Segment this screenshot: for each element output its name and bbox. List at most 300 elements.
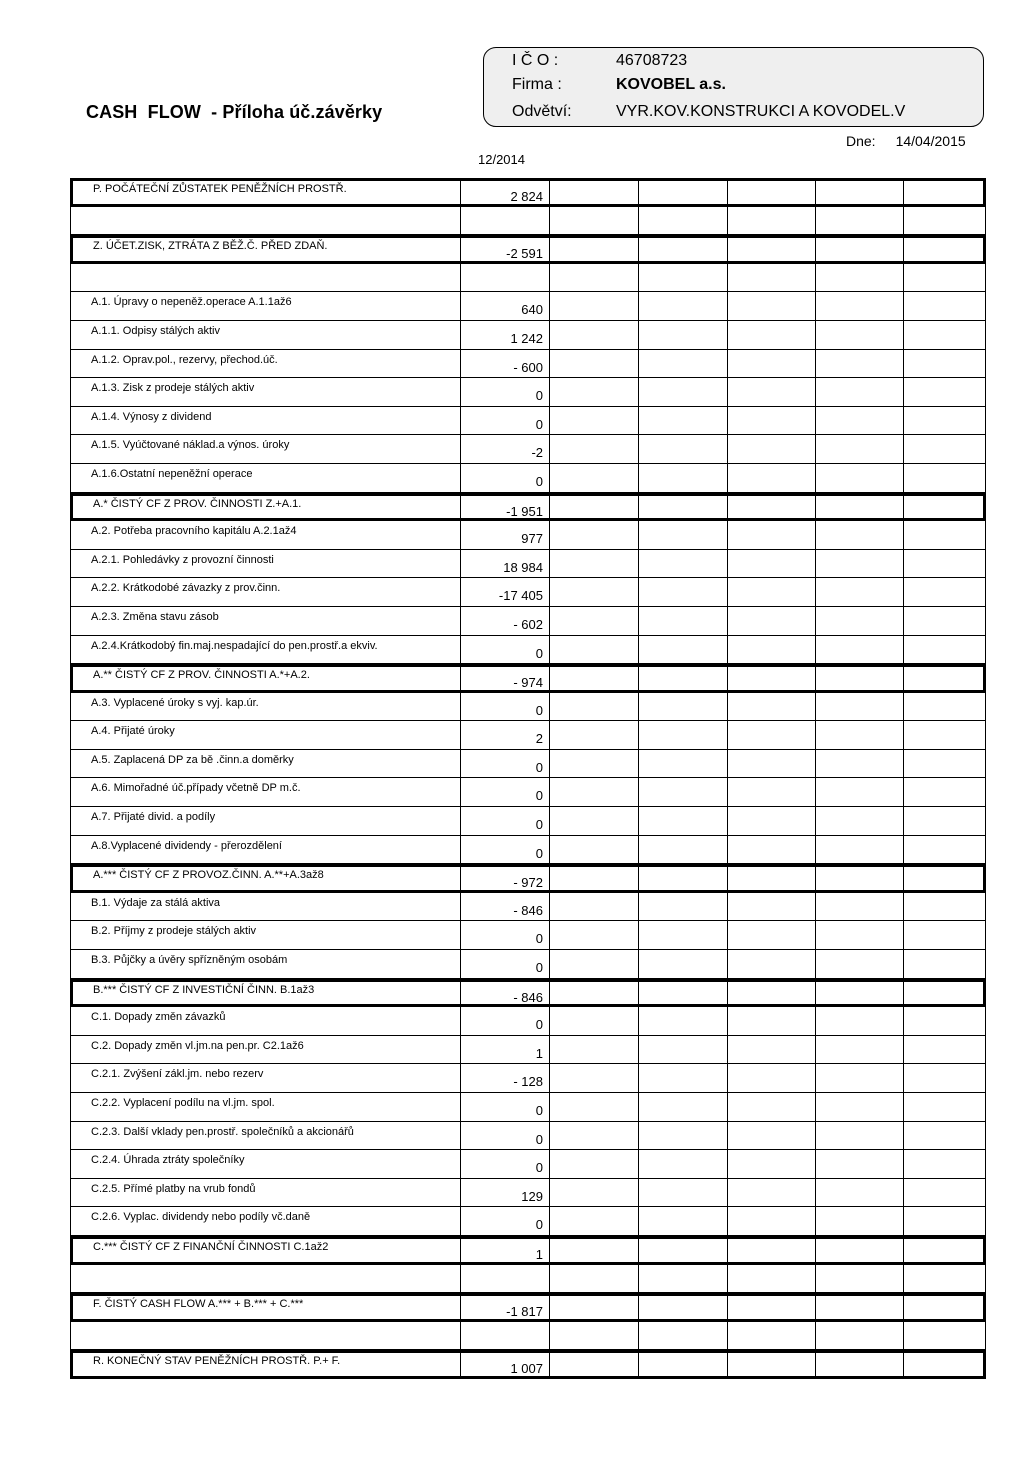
- empty-cell: [727, 292, 815, 320]
- row-value: 1 242: [460, 321, 549, 349]
- odvetvi-value: VYR.KOV.KONSTRUKCI A KOVODEL.V: [616, 103, 906, 120]
- empty-cell: [638, 464, 727, 492]
- empty-cell: [727, 496, 815, 519]
- row-label: A.*** ČISTÝ CF Z PROVOZ.ČINN. A.**+A.3až8: [93, 869, 324, 882]
- empty-cell: [727, 1007, 815, 1035]
- empty-cell: [815, 778, 903, 806]
- empty-cell: [727, 1239, 815, 1262]
- empty-cell: [727, 950, 815, 978]
- empty-cell: [903, 1036, 986, 1064]
- empty-cell: [638, 1296, 727, 1319]
- empty-cell: [903, 982, 983, 1005]
- empty-cell: [727, 181, 815, 204]
- row-value: - 128: [460, 1064, 549, 1092]
- empty-cell: [815, 1296, 903, 1319]
- table-row: [70, 921, 986, 950]
- table-row: [70, 750, 986, 779]
- row-label: [70, 207, 460, 235]
- empty-cell: [727, 378, 815, 406]
- empty-cell: [549, 1093, 638, 1121]
- table-row-empty: [70, 1265, 986, 1294]
- empty-cell: [638, 1353, 727, 1376]
- empty-cell: [549, 550, 638, 578]
- row-label: C.2.4. Úhrada ztráty společníky: [70, 1150, 460, 1178]
- row-value: - 974: [460, 667, 549, 690]
- empty-cell: [903, 1353, 983, 1376]
- empty-cell: [903, 321, 986, 349]
- empty-cell: [638, 1179, 727, 1207]
- empty-cell: [638, 667, 727, 690]
- row-label: [70, 1322, 460, 1350]
- table-row: [70, 950, 986, 979]
- row-label: A.1.4. Výnosy z dividend: [70, 407, 460, 435]
- row-value: 0: [460, 807, 549, 835]
- empty-cell: [903, 1064, 986, 1092]
- empty-cell: [549, 667, 638, 690]
- row-label: C.2. Dopady změn vl.jm.na pen.pr. C2.1až6: [70, 1036, 460, 1064]
- row-label: A.2.3. Změna stavu zásob: [70, 607, 460, 635]
- table-row: [70, 778, 986, 807]
- empty-cell: [815, 1036, 903, 1064]
- empty-cell: [638, 836, 727, 864]
- empty-cell: [638, 378, 727, 406]
- row-value: 1: [460, 1036, 549, 1064]
- empty-cell: [549, 435, 638, 463]
- empty-cell: [727, 1353, 815, 1376]
- empty-cell: [638, 1150, 727, 1178]
- empty-cell: [903, 867, 983, 890]
- empty-cell: [727, 636, 815, 664]
- empty-cell: [903, 836, 986, 864]
- empty-cell: [638, 350, 727, 378]
- empty-cell: [903, 721, 986, 749]
- table-row: [70, 464, 986, 493]
- table-row-total: [70, 235, 986, 264]
- empty-cell: [727, 1036, 815, 1064]
- empty-cell: [638, 292, 727, 320]
- row-value: 0: [460, 693, 549, 721]
- odvetvi-label: Odvětví:: [512, 103, 572, 120]
- empty-cell: [638, 435, 727, 463]
- empty-cell: [638, 1036, 727, 1064]
- row-value: 0: [460, 950, 549, 978]
- row-value: 0: [460, 1007, 549, 1035]
- empty-cell: [815, 836, 903, 864]
- empty-cell: [549, 578, 638, 606]
- table-row-total: [70, 864, 986, 893]
- empty-cell: [903, 378, 986, 406]
- empty-cell: [815, 893, 903, 921]
- empty-cell: [638, 1093, 727, 1121]
- empty-cell: [903, 1239, 983, 1262]
- row-label: C.2.6. Vyplac. dividendy nebo podíly vč.daně: [70, 1207, 460, 1235]
- table-row: [70, 721, 986, 750]
- table-row-total: [70, 1236, 986, 1265]
- table-row-empty: [70, 264, 986, 293]
- table-row-empty: [70, 207, 986, 236]
- row-value: [460, 1265, 549, 1293]
- empty-cell: [903, 1093, 986, 1121]
- row-label: C.2.1. Zvýšení zákl.jm. nebo rezerv: [70, 1064, 460, 1092]
- empty-cell: [549, 1150, 638, 1178]
- row-label: A.1.3. Zisk z prodeje stálých aktiv: [70, 378, 460, 406]
- empty-cell: [638, 496, 727, 519]
- row-value: 0: [460, 921, 549, 949]
- table-row: [70, 893, 986, 922]
- row-value: 977: [460, 521, 549, 549]
- row-label: C.2.5. Přímé platby na vrub fondů: [70, 1179, 460, 1207]
- empty-cell: [815, 667, 903, 690]
- empty-cell: [903, 407, 986, 435]
- table-row: [70, 407, 986, 436]
- row-value: - 602: [460, 607, 549, 635]
- row-label: A.2.4.Krátkodobý fin.maj.nespadající do pen.prostř.a ekviv.: [70, 636, 460, 664]
- empty-cell: [638, 807, 727, 835]
- empty-cell: [815, 464, 903, 492]
- row-value: -1 817: [460, 1296, 549, 1319]
- table-row: [70, 807, 986, 836]
- table-row: [70, 1122, 986, 1151]
- ico-value: 46708723: [616, 52, 688, 69]
- empty-cell: [903, 464, 986, 492]
- empty-cell: [727, 464, 815, 492]
- row-label: A.4. Přijaté úroky: [70, 721, 460, 749]
- empty-cell: [638, 1207, 727, 1235]
- empty-cell: [549, 867, 638, 890]
- empty-cell: [727, 435, 815, 463]
- empty-cell: [727, 238, 815, 261]
- empty-cell: [815, 1093, 903, 1121]
- empty-cell: [549, 1036, 638, 1064]
- empty-cell: [903, 350, 986, 378]
- empty-cell: [638, 1007, 727, 1035]
- empty-cell: [727, 607, 815, 635]
- empty-cell: [549, 378, 638, 406]
- empty-cell: [727, 693, 815, 721]
- empty-cell: [727, 521, 815, 549]
- empty-cell: [815, 1239, 903, 1262]
- empty-cell: [903, 778, 986, 806]
- empty-cell: [638, 750, 727, 778]
- empty-cell: [903, 181, 983, 204]
- empty-cell: [638, 982, 727, 1005]
- empty-cell: [638, 778, 727, 806]
- row-label: [70, 1265, 460, 1293]
- empty-cell: [903, 264, 986, 292]
- empty-cell: [727, 1150, 815, 1178]
- row-value: 18 984: [460, 550, 549, 578]
- empty-cell: [815, 1122, 903, 1150]
- empty-cell: [638, 867, 727, 890]
- empty-cell: [549, 350, 638, 378]
- empty-cell: [549, 1353, 638, 1376]
- empty-cell: [903, 1122, 986, 1150]
- company-info-box: [483, 47, 984, 127]
- table-row-total: [70, 979, 986, 1008]
- row-value: [460, 264, 549, 292]
- empty-cell: [549, 1207, 638, 1235]
- empty-cell: [815, 350, 903, 378]
- table-row: [70, 1036, 986, 1065]
- table-row: [70, 292, 986, 321]
- empty-cell: [903, 1265, 986, 1293]
- empty-cell: [549, 778, 638, 806]
- empty-cell: [903, 1179, 986, 1207]
- row-label: A.5. Zaplacená DP za bě .činn.a doměrky: [70, 750, 460, 778]
- row-value: [460, 207, 549, 235]
- row-value: 1 007: [460, 1353, 549, 1376]
- empty-cell: [638, 550, 727, 578]
- empty-cell: [549, 521, 638, 549]
- empty-cell: [638, 1239, 727, 1262]
- empty-cell: [727, 1322, 815, 1350]
- empty-cell: [727, 1179, 815, 1207]
- empty-cell: [727, 1064, 815, 1092]
- row-value: 0: [460, 778, 549, 806]
- empty-cell: [815, 496, 903, 519]
- empty-cell: [549, 1122, 638, 1150]
- empty-cell: [903, 667, 983, 690]
- empty-cell: [549, 464, 638, 492]
- table-row: [70, 607, 986, 636]
- empty-cell: [727, 550, 815, 578]
- empty-cell: [727, 667, 815, 690]
- empty-cell: [815, 1322, 903, 1350]
- row-label: B.1. Výdaje za stálá aktiva: [70, 893, 460, 921]
- row-value: [460, 1322, 549, 1350]
- row-label: A.1.6.Ostatní nepeněžní operace: [70, 464, 460, 492]
- empty-cell: [903, 807, 986, 835]
- empty-cell: [727, 1093, 815, 1121]
- empty-cell: [903, 693, 986, 721]
- empty-cell: [903, 921, 986, 949]
- table-row: [70, 693, 986, 722]
- row-value: 0: [460, 750, 549, 778]
- table-row: [70, 1007, 986, 1036]
- empty-cell: [727, 207, 815, 235]
- empty-cell: [727, 407, 815, 435]
- empty-cell: [638, 407, 727, 435]
- empty-cell: [815, 521, 903, 549]
- empty-cell: [815, 921, 903, 949]
- row-value: 640: [460, 292, 549, 320]
- empty-cell: [815, 292, 903, 320]
- table-row: [70, 578, 986, 607]
- empty-cell: [727, 836, 815, 864]
- empty-cell: [727, 921, 815, 949]
- empty-cell: [903, 636, 986, 664]
- empty-cell: [549, 607, 638, 635]
- empty-cell: [903, 578, 986, 606]
- empty-cell: [903, 1150, 986, 1178]
- empty-cell: [549, 1322, 638, 1350]
- empty-cell: [549, 1239, 638, 1262]
- empty-cell: [815, 550, 903, 578]
- row-value: 0: [460, 1093, 549, 1121]
- empty-cell: [903, 435, 986, 463]
- empty-cell: [815, 181, 903, 204]
- empty-cell: [638, 238, 727, 261]
- empty-cell: [549, 893, 638, 921]
- empty-cell: [727, 721, 815, 749]
- empty-cell: [815, 378, 903, 406]
- empty-cell: [815, 1179, 903, 1207]
- empty-cell: [549, 1007, 638, 1035]
- period-label: 12/2014: [478, 152, 525, 167]
- empty-cell: [815, 807, 903, 835]
- row-value: 0: [460, 1122, 549, 1150]
- empty-cell: [815, 435, 903, 463]
- empty-cell: [815, 721, 903, 749]
- table-row: [70, 321, 986, 350]
- row-label: A.3. Vyplacené úroky s vyj. kap.úr.: [70, 693, 460, 721]
- empty-cell: [549, 207, 638, 235]
- row-label: A.6. Mimořadné úč.případy včetně DP m.č.: [70, 778, 460, 806]
- table-row-total: [70, 493, 986, 522]
- row-value: 129: [460, 1179, 549, 1207]
- empty-cell: [815, 1265, 903, 1293]
- empty-cell: [815, 238, 903, 261]
- empty-cell: [549, 950, 638, 978]
- empty-cell: [549, 636, 638, 664]
- empty-cell: [903, 750, 986, 778]
- empty-cell: [727, 578, 815, 606]
- row-value: 2: [460, 721, 549, 749]
- table-row: [70, 636, 986, 665]
- table-row: [70, 1179, 986, 1208]
- empty-cell: [815, 1207, 903, 1235]
- ico-row: [512, 52, 687, 70]
- empty-cell: [815, 607, 903, 635]
- empty-cell: [638, 607, 727, 635]
- row-value: 2 824: [460, 181, 549, 204]
- row-value: 0: [460, 464, 549, 492]
- row-value: -2: [460, 435, 549, 463]
- row-label: A.7. Přijaté divid. a podíly: [70, 807, 460, 835]
- empty-cell: [638, 1322, 727, 1350]
- row-label: A.1.2. Oprav.pol., rezervy, přechod.úč.: [70, 350, 460, 378]
- empty-cell: [727, 1207, 815, 1235]
- empty-cell: [815, 1007, 903, 1035]
- empty-cell: [815, 578, 903, 606]
- empty-cell: [903, 238, 983, 261]
- row-label: R. KONEČNÝ STAV PENĚŽNÍCH PROSTŘ. P.+ F.: [93, 1355, 341, 1368]
- empty-cell: [549, 1265, 638, 1293]
- date-line: [846, 133, 966, 149]
- empty-cell: [815, 693, 903, 721]
- empty-cell: [727, 350, 815, 378]
- table-row-total: [70, 664, 986, 693]
- empty-cell: [638, 1064, 727, 1092]
- empty-cell: [727, 867, 815, 890]
- empty-cell: [815, 407, 903, 435]
- table-row: [70, 1150, 986, 1179]
- empty-cell: [549, 496, 638, 519]
- row-label: B.3. Půjčky a úvěry spřízněným osobám: [70, 950, 460, 978]
- row-label: A.2.2. Krátkodobé závazky z prov.činn.: [70, 578, 460, 606]
- row-label: [70, 264, 460, 292]
- empty-cell: [638, 181, 727, 204]
- empty-cell: [903, 1207, 986, 1235]
- row-label: B.*** ČISTÝ CF Z INVESTIČNÍ ČINN. B.1až3: [93, 983, 315, 996]
- empty-cell: [549, 238, 638, 261]
- empty-cell: [815, 867, 903, 890]
- empty-cell: [903, 1007, 986, 1035]
- table-row-total: [70, 178, 986, 207]
- row-label: C.*** ČISTÝ CF Z FINANČNÍ ČINNOSTI C.1až2: [93, 1240, 329, 1253]
- row-value: - 846: [460, 893, 549, 921]
- row-value: - 846: [460, 982, 549, 1005]
- empty-cell: [815, 750, 903, 778]
- row-label: B.2. Příjmy z prodeje stálých aktiv: [70, 921, 460, 949]
- row-value: 0: [460, 378, 549, 406]
- dne-value: 14/04/2015: [895, 133, 966, 149]
- empty-cell: [903, 607, 986, 635]
- empty-cell: [638, 950, 727, 978]
- empty-cell: [727, 750, 815, 778]
- empty-cell: [549, 264, 638, 292]
- row-label: C.2.2. Vyplacení podílu na vl.jm. spol.: [70, 1093, 460, 1121]
- empty-cell: [815, 636, 903, 664]
- empty-cell: [638, 578, 727, 606]
- empty-cell: [727, 321, 815, 349]
- document-title: CASH FLOW - Příloha úč.závěrky: [86, 102, 383, 122]
- empty-cell: [549, 292, 638, 320]
- empty-cell: [903, 1296, 983, 1319]
- empty-cell: [638, 893, 727, 921]
- table-row-empty: [70, 1322, 986, 1351]
- empty-cell: [903, 893, 986, 921]
- row-label: A.8.Vyplacené dividendy - přerozdělení: [70, 836, 460, 864]
- table-row: [70, 836, 986, 865]
- row-value: 0: [460, 1150, 549, 1178]
- empty-cell: [549, 982, 638, 1005]
- empty-cell: [727, 1265, 815, 1293]
- row-value: -1 951: [460, 496, 549, 519]
- empty-cell: [903, 1322, 986, 1350]
- empty-cell: [549, 836, 638, 864]
- row-label: A.2.1. Pohledávky z provozní činnosti: [70, 550, 460, 578]
- row-value: 0: [460, 407, 549, 435]
- empty-cell: [638, 636, 727, 664]
- empty-cell: [815, 950, 903, 978]
- empty-cell: [903, 521, 986, 549]
- odvetvi-row: [512, 103, 905, 121]
- row-value: 0: [460, 636, 549, 664]
- empty-cell: [815, 982, 903, 1005]
- table-row: [70, 521, 986, 550]
- row-value: - 972: [460, 867, 549, 890]
- empty-cell: [638, 264, 727, 292]
- row-label: A.* ČISTÝ CF Z PROV. ČINNOSTI Z.+A.1.: [93, 497, 302, 510]
- empty-cell: [549, 1296, 638, 1319]
- empty-cell: [638, 721, 727, 749]
- table-row: [70, 550, 986, 579]
- empty-cell: [638, 921, 727, 949]
- empty-cell: [638, 521, 727, 549]
- empty-cell: [638, 693, 727, 721]
- empty-cell: [815, 1353, 903, 1376]
- firma-value: KOVOBEL a.s.: [616, 76, 726, 93]
- firma-label: Firma :: [512, 76, 562, 93]
- row-label: A.1. Úpravy o nepeněž.operace A.1.1až6: [70, 292, 460, 320]
- row-label: A.** ČISTÝ CF Z PROV. ČINNOSTI A.*+A.2.: [93, 669, 310, 682]
- row-value: 1: [460, 1239, 549, 1262]
- row-label: Z. ÚČET.ZISK, ZTRÁTA Z BĚŽ.Č. PŘED ZDAŇ.: [93, 240, 328, 253]
- empty-cell: [727, 893, 815, 921]
- table-row: [70, 1207, 986, 1236]
- empty-cell: [727, 1122, 815, 1150]
